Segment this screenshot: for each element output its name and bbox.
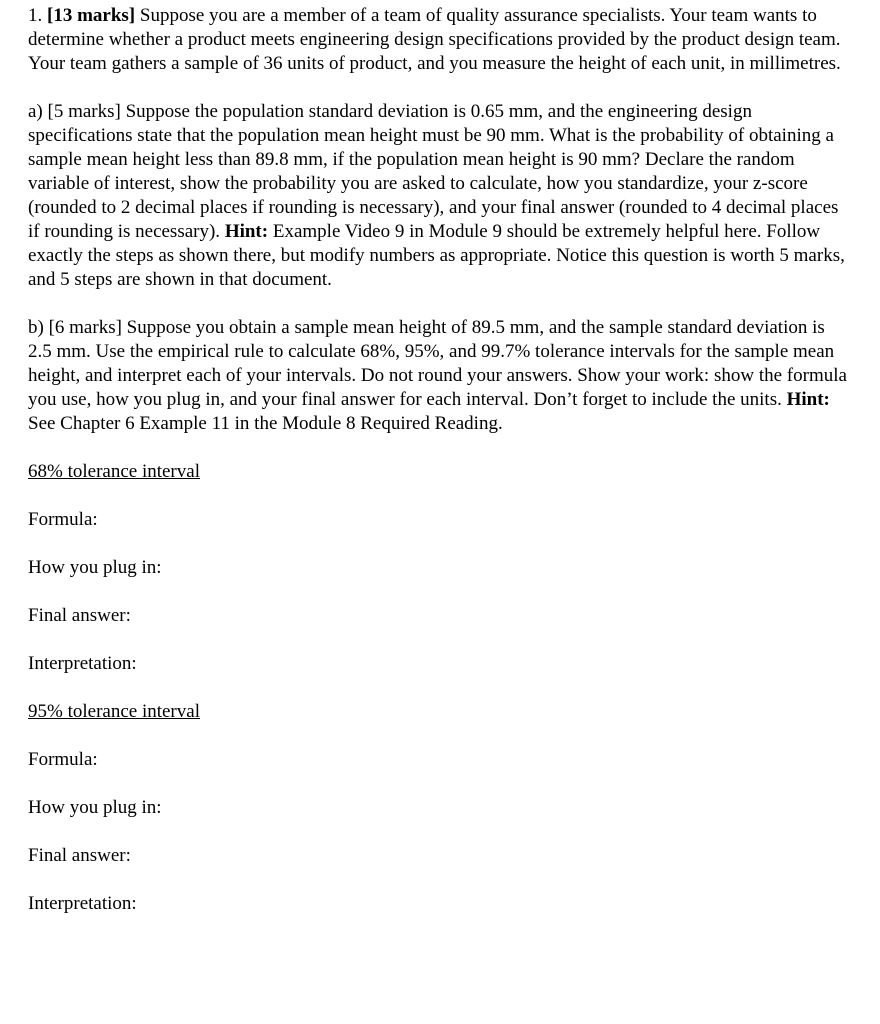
part-a-text: a) [5 marks] Suppose the population standard deviation is 0.65 mm, and the engineering design specifications state that the population mean height must be 90 mm. What is the probability of obtaining a sample mean height less than 89.8 mm, if the population mean height is 90 mm? Declare the random variable of interest, show the probability you are asked to calculate, how you standardize, your z-score (rounded to 2 decimal places if rounding is necessary), and your final answer (rounded to 4 decimal places if rounding is necessary). — [28, 101, 839, 242]
plug-in-label: How you plug in: — [28, 797, 162, 818]
interval-section-68 — [28, 460, 852, 676]
interpretation-label: Interpretation: — [28, 653, 137, 674]
question-intro — [28, 4, 852, 76]
part-b-text: b) [6 marks] Suppose you obtain a sample mean height of 89.5 mm, and the sample standard deviation is 2.5 mm. Use the empirical rule to calculate 68%, 95%, and 99.7% tolerance intervals for the sample mean height, and interpret each of your intervals. Do not round your answers. Show your work: show the formula you use, how you plug in, and your final answer for each interval. Don’t forget to include the units. — [28, 317, 847, 410]
plug-in-label: How you plug in: — [28, 557, 162, 578]
formula-label: Formula: — [28, 509, 98, 530]
formula-label: Formula: — [28, 749, 98, 770]
interval-section-95 — [28, 700, 852, 916]
final-answer-label: Final answer: — [28, 845, 131, 866]
part-a-hint-text: Example Video 9 in Module 9 should be extremely helpful here. Follow exactly the steps as shown there, but modify numbers as appropriate. Notice this question is worth 5 marks, and 5 steps are shown in that document. — [28, 221, 845, 290]
part-b-hint-text: See Chapter 6 Example 11 in the Module 8 Required Reading. — [28, 413, 503, 434]
part-b-hint-label: Hint: — [786, 389, 830, 410]
section-title: 95% tolerance interval — [28, 701, 200, 722]
question-number: 1. — [28, 5, 47, 26]
part-b — [28, 316, 852, 436]
section-title: 68% tolerance interval — [28, 461, 200, 482]
part-a — [28, 100, 852, 292]
question-intro-text: Suppose you are a member of a team of quality assurance specialists. Your team wants to determine whether a product meets engineering design specifications provided by the product design team. Your team gathers a sample of 36 units of product, and you measure the height of each unit, in millimetres. — [28, 5, 841, 74]
question-marks: [13 marks] — [47, 5, 136, 26]
part-a-hint-label: Hint: — [224, 221, 269, 242]
final-answer-label: Final answer: — [28, 605, 131, 626]
interpretation-label: Interpretation: — [28, 893, 137, 914]
